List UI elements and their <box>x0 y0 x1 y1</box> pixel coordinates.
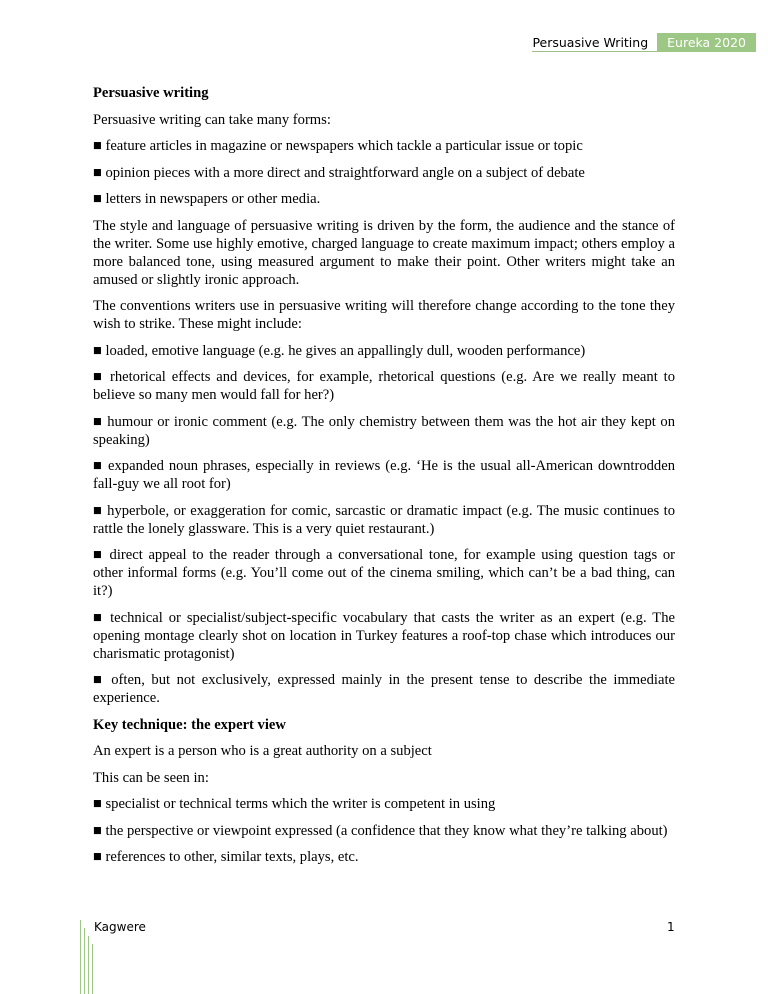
paragraph: The conventions writers use in persuasive writing will therefore change according to the tone they wish to strike. These might include: <box>93 298 675 332</box>
header-badge: Eureka 2020 <box>657 33 756 52</box>
bullet-item: ■ expanded noun phrases, especially in reviews (e.g. ‘He is the usual all-American downtrodden fall-guy we all root for) <box>93 458 675 492</box>
footer-decoration-line <box>80 920 81 994</box>
bullet-item: ■ rhetorical effects and devices, for example, rhetorical questions (e.g. Are we really meant to believe so many men would fall for her?) <box>93 369 675 403</box>
paragraph: This can be seen in: <box>93 769 209 786</box>
bullet-item: ■ often, but not exclusively, expressed mainly in the present tense to describe the immediate experience. <box>93 672 675 706</box>
document-body <box>93 84 675 866</box>
bullet-item: ■ direct appeal to the reader through a conversational tone, for example using question tags or other informal forms (e.g. You’ll come out of the cinema smiling, which can’t be a bad thing, can it?) <box>93 547 675 599</box>
page-header <box>532 33 756 52</box>
paragraph: An expert is a person who is a great authority on a subject <box>93 743 432 759</box>
section-heading: Key technique: the expert view <box>93 716 286 733</box>
bullet-item: ■ specialist or technical terms which the writer is competent in using <box>93 796 496 812</box>
footer-author: Kagwere <box>94 920 146 934</box>
paragraph: The style and language of persuasive writing is driven by the form, the audience and the stance of the writer. Some use highly emotive, charged language to create maximum impact; others employ a more balanced tone, using measured argument to make their point. Other writers might take an amused or slightly ironic approach. <box>93 217 675 288</box>
bullet-item: ■ the perspective or viewpoint expressed (a confidence that they know what they’re talking about) <box>93 822 668 839</box>
footer-decoration-line <box>92 944 93 994</box>
page-number: 1 <box>667 920 675 934</box>
bullet-item: ■ humour or ironic comment (e.g. The only chemistry between them was the hot air they kept on speaking) <box>93 413 675 448</box>
section-heading: Persuasive writing <box>93 85 209 101</box>
bullet-item: ■ technical or specialist/subject-specific vocabulary that casts the writer as an expert (e.g. The opening montage clearly shot on location in Turkey features a roof-top chase which introduces our charismatic protagonist) <box>93 609 675 662</box>
paragraph: Persuasive writing can take many forms: <box>93 111 331 128</box>
footer-decoration-line <box>84 928 85 994</box>
bullet-item: ■ hyperbole, or exaggeration for comic, sarcastic or dramatic impact (e.g. The music continues to rattle the lonely glassware. This is a very quiet restaurant.) <box>93 502 675 537</box>
bullet-item: ■ references to other, similar texts, plays, etc. <box>93 849 359 865</box>
footer-decoration-line <box>88 936 89 994</box>
header-title: Persuasive Writing <box>532 33 657 52</box>
bullet-item: ■ loaded, emotive language (e.g. he gives an appallingly dull, wooden performance) <box>93 342 586 359</box>
bullet-item: ■ opinion pieces with a more direct and straightforward angle on a subject of debate <box>93 164 585 181</box>
bullet-item: ■ feature articles in magazine or newspapers which tackle a particular issue or topic <box>93 138 583 154</box>
bullet-item: ■ letters in newspapers or other media. <box>93 191 321 207</box>
